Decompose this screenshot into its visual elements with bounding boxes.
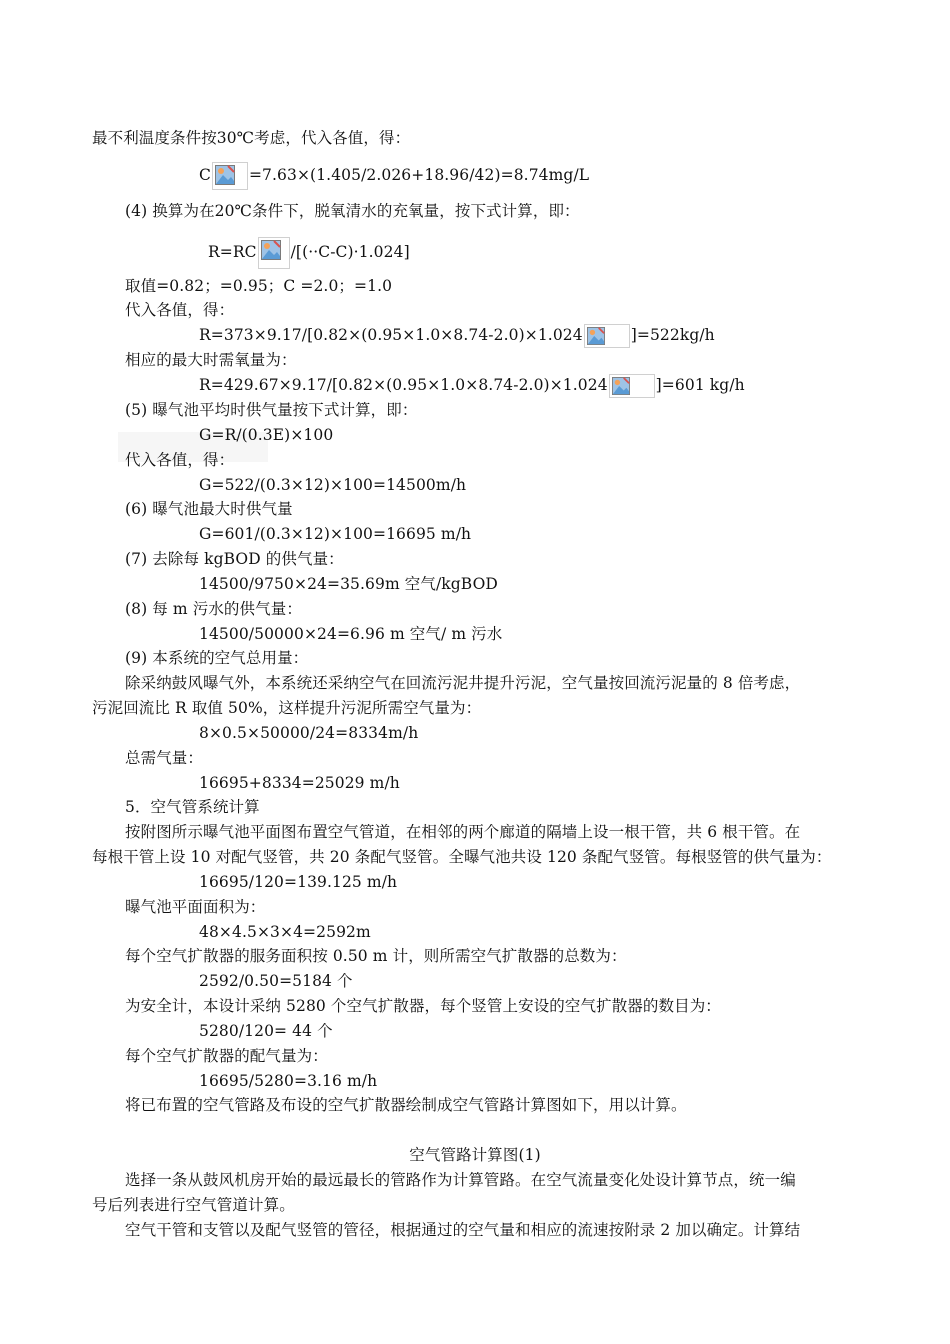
formula-text: R=373×9.17/[0.82×(0.95×1.0×8.74-2.0)×1.024: [199, 326, 583, 344]
text-line: (9) 本系统的空气总用量：: [125, 649, 309, 667]
formula-line: 14500/50000×24=6.96 m 空气/ m 污水: [199, 625, 503, 643]
text-line: 取值=0.82；=0.95；C =2.0；=1.0: [125, 277, 393, 295]
broken-image-icon: [215, 165, 235, 185]
paragraph-line: 除采纳鼓风曝气外，本系统还采纳空气在回流污泥井提升污泥，空气量按回流污泥量的 8 倍考虑，: [125, 674, 801, 692]
formula-text: ]=601 kg/h: [655, 376, 745, 394]
broken-image-icon: [612, 377, 630, 395]
broken-image-placeholder: [584, 324, 630, 348]
text-line: 总需气量：: [125, 749, 204, 767]
formula-line: [199, 162, 589, 190]
broken-image-placeholder: [212, 162, 248, 190]
formula-text: ]=522kg/h: [630, 326, 715, 344]
section-heading: 5．空气管系统计算: [125, 798, 260, 816]
broken-image-placeholder: [258, 237, 290, 269]
broken-image-icon: [261, 240, 281, 260]
formula-line: 48×4.5×3×4=2592m: [199, 923, 371, 941]
paragraph-line: 空气干管和支管以及配气竖管的管径，根据通过的空气量和相应的流速按附录 2 加以确定。计算结: [125, 1221, 801, 1239]
text-line: 代入各值，得：: [125, 301, 235, 319]
formula-text: R=RC: [208, 243, 257, 261]
formula-text: /[(··C-C)·1.024]: [290, 243, 410, 261]
paragraph-line: 选择一条从鼓风机房开始的最远最长的管路作为计算管路。在空气流量变化处设计算节点，统一编: [125, 1171, 796, 1189]
figure-caption: 空气管路计算图(1): [409, 1146, 541, 1164]
paragraph-line: 按附图所示曝气池平面图布置空气管道，在相邻的两个廊道的隔墙上设一根干管，共 6 根干管。在: [125, 823, 801, 841]
text-line: (5) 曝气池平均时供气量按下式计算，即：: [125, 401, 418, 419]
text-line: 为安全计，本设计采纳 5280 个空气扩散器，每个竖管上安设的空气扩散器的数目为：: [125, 997, 721, 1015]
formula-line: 16695/120=139.125 m/h: [199, 873, 398, 891]
paragraph-line: 污泥回流比 R 取值 50%，这样提升污泥所需空气量为：: [92, 699, 482, 717]
text-line: 将已布置的空气管路及布设的空气扩散器绘制成空气管路计算图如下，用以计算。: [125, 1096, 687, 1114]
formula-text: R=429.67×9.17/[0.82×(0.95×1.0×8.74-2.0)×1.024: [199, 376, 608, 394]
text-line: 代入各值，得：: [125, 451, 235, 469]
formula-line: G=R/(0.3E)×100: [199, 426, 334, 444]
formula-line: 8×0.5×50000/24=8334m/h: [199, 724, 419, 742]
text-line: (7) 去除每 kgBOD 的供气量：: [125, 550, 344, 568]
text-line: 每个空气扩散器的服务面积按 0.50 m 计，则所需空气扩散器的总数为：: [125, 947, 627, 965]
broken-image-placeholder: [609, 374, 655, 398]
formula-line: 16695/5280=3.16 m/h: [199, 1072, 378, 1090]
formula-text: C: [199, 166, 211, 184]
text-line: (8) 每 m 污水的供气量：: [125, 600, 302, 618]
paragraph-line: 每根干管上设 10 对配气竖管，共 20 条配气竖管。全曝气池共设 120 条配气竖管。每根竖管的供气量为：: [92, 848, 832, 866]
formula-line: [199, 374, 745, 398]
text-line: 每个空气扩散器的配气量为：: [125, 1047, 328, 1065]
text-line: 曝气池平面面积为：: [125, 898, 266, 916]
formula-line: 14500/9750×24=35.69m 空气/kgBOD: [199, 575, 498, 593]
paragraph-line: 号后列表进行空气管道计算。: [92, 1196, 295, 1214]
text-line: (6) 曝气池最大时供气量: [125, 500, 293, 518]
formula-line: G=601/(0.3×12)×100=16695 m/h: [199, 525, 472, 543]
text-line: 相应的最大时需氧量为：: [125, 351, 297, 369]
formula-text: =7.63×(1.405/2.026+18.96/42)=8.74mg/L: [248, 166, 590, 184]
formula-line: [199, 324, 715, 348]
formula-line: G=522/(0.3×12)×100=14500m/h: [199, 476, 467, 494]
text-line: 最不利温度条件按30℃考虑，代入各值，得：: [92, 129, 411, 147]
broken-image-icon: [587, 327, 605, 345]
text-line: (4) 换算为在20℃条件下，脱氧清水的充氧量，按下式计算，即：: [125, 202, 580, 220]
formula-line: 16695+8334=25029 m/h: [199, 774, 400, 792]
formula-line: 2592/0.50=5184 个: [199, 972, 353, 990]
formula-line: 5280/120= 44 个: [199, 1022, 333, 1040]
formula-line: [208, 237, 410, 269]
